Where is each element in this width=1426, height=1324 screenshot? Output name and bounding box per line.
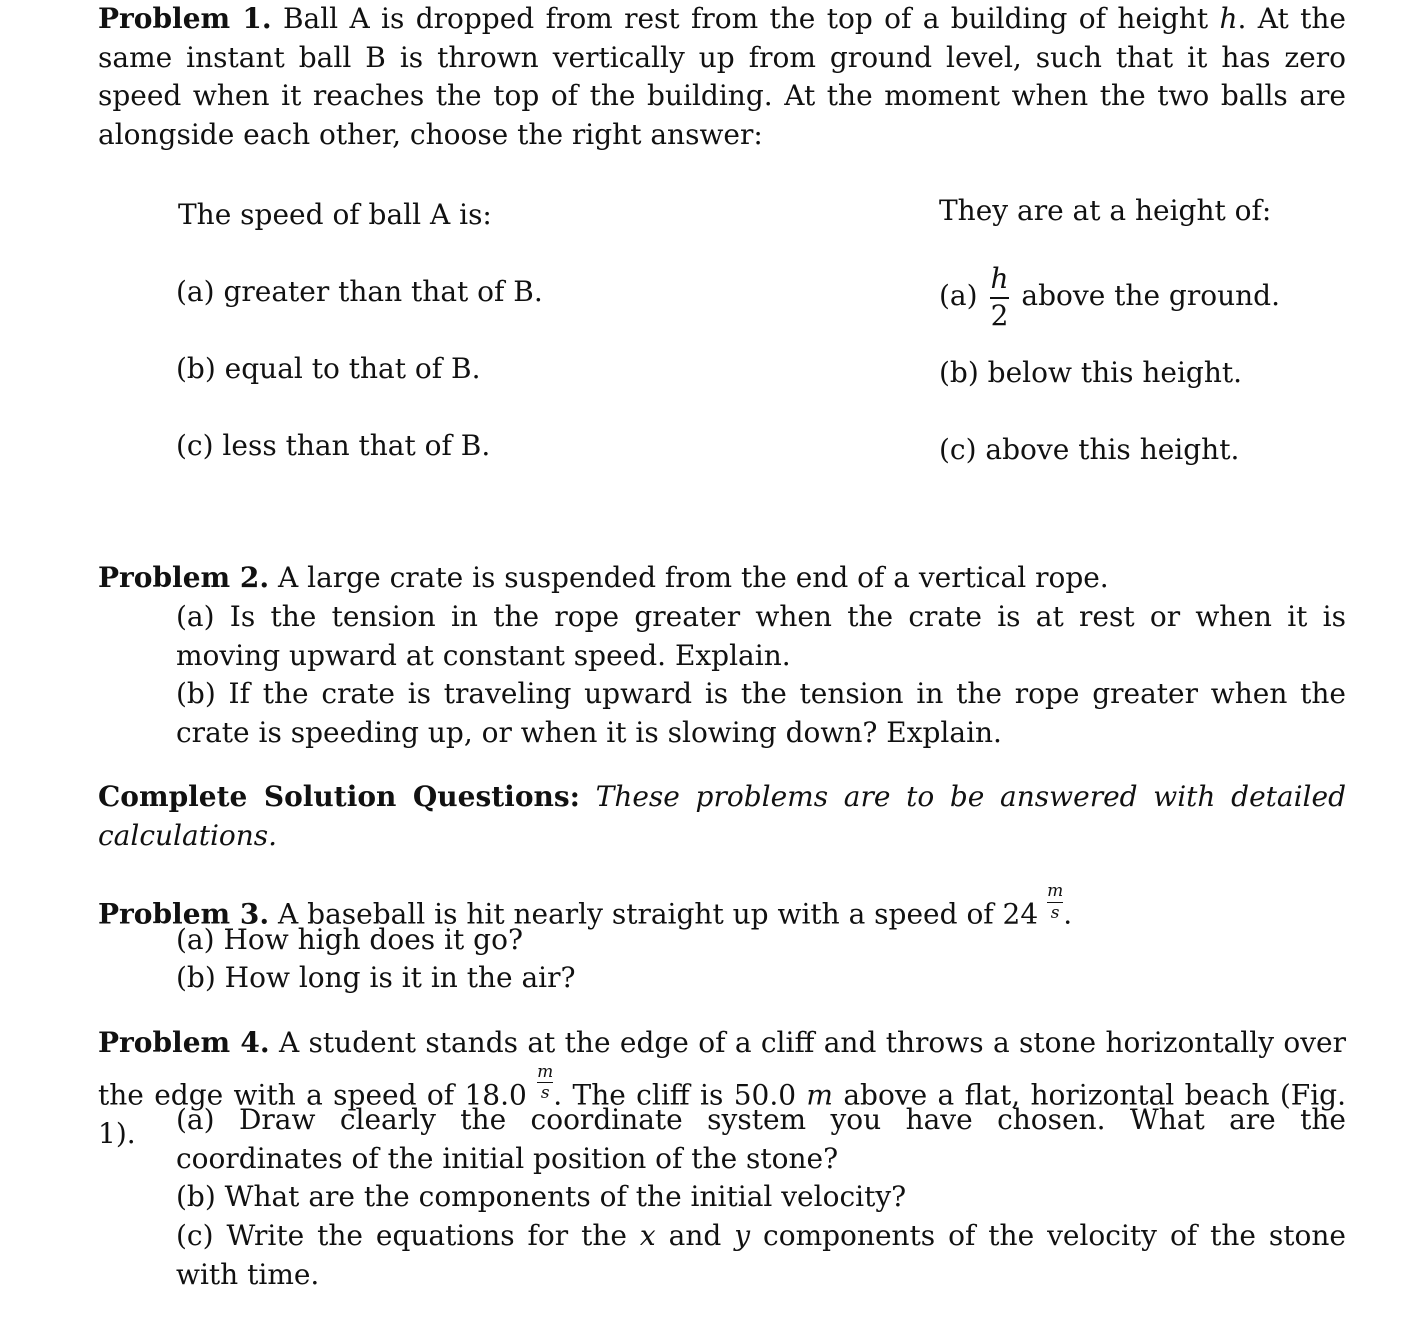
meters-per-second-unit xyxy=(1047,882,1063,922)
problem-4-part-a: (a) Draw clearly the coordinate system you have chosen. What are the coordinates of the initial position of the stone? xyxy=(176,1103,1346,1175)
unit-denominator-2: s xyxy=(540,1083,550,1104)
part-c-text-1: (c) Write the equations for the xyxy=(176,1219,627,1252)
h-over-2-fraction xyxy=(990,261,1009,332)
problem-1-text-2: . At the same instant ball B is thrown vertically up from ground level, such that it has zero speed when it reaches the top of the building. At the moment when the two balls are alongside each other, choose the right answer: xyxy=(98,2,1346,151)
problem-2-statement xyxy=(98,559,1346,598)
problem-3-part-a: (a) How high does it go? xyxy=(176,923,523,956)
problem-2-part-b: (b) If the crate is traveling upward is the tension in the rope greater when the crate is speeding up, or when it is slowing down? Explain. xyxy=(176,677,1346,749)
problem-3-text: A baseball is hit nearly straight up with a speed of 24 xyxy=(278,897,1039,931)
height-option-a-text: above the ground. xyxy=(1021,279,1280,312)
unit-numerator: m xyxy=(1047,881,1064,901)
speed-option-a: (a) greater than that of B. xyxy=(176,275,543,308)
problem-1-var-h: h xyxy=(1219,2,1238,35)
problem-4-part-b: (b) What are the components of the initial velocity? xyxy=(176,1180,907,1213)
problem-2-part-a: (a) Is the tension in the rope greater when the crate is at rest or when it is moving upward at constant speed. Explain. xyxy=(176,600,1346,672)
height-option-a xyxy=(939,258,1280,334)
height-question: They are at a height of: xyxy=(939,194,1272,227)
complete-solution-heading: Complete Solution Questions: xyxy=(98,780,580,813)
problem-1-heading: Problem 1. xyxy=(98,2,272,35)
fraction-numerator: h xyxy=(990,261,1009,295)
part-c-text-3: components of the velocity of the stone with time. xyxy=(176,1219,1346,1291)
speed-option-b: (b) equal to that of B. xyxy=(176,352,481,385)
problem-3-heading: Problem 3. xyxy=(98,897,270,931)
complete-solution-text: These problems are to be answered with detailed calculations. xyxy=(98,780,1346,852)
problem-3-part-b: (b) How long is it in the air? xyxy=(176,961,576,994)
speed-option-c: (c) less than that of B. xyxy=(176,429,491,462)
unit-numerator-2: m xyxy=(537,1061,554,1082)
part-c-text-2: and xyxy=(668,1219,722,1252)
problem-3-period: . xyxy=(1063,897,1073,931)
problem-1-text: Ball A is dropped from rest from the top of a building of height xyxy=(282,2,1220,35)
fraction-denominator: 2 xyxy=(990,298,1009,332)
var-x: x xyxy=(639,1219,656,1252)
problem-2-heading: Problem 2. xyxy=(98,561,270,594)
problem-4-text-2: . The cliff is 50.0 xyxy=(553,1078,797,1112)
meters-per-second-unit-2 xyxy=(537,1063,553,1103)
problem-4-text-3: above a flat, horizontal beach (Fig. 1). xyxy=(98,1078,1347,1150)
complete-solution-statement xyxy=(98,778,1346,855)
unit-denominator: s xyxy=(1050,902,1060,923)
problem-2-text: A large crate is suspended from the end of a vertical rope. xyxy=(278,561,1109,594)
problem-4-text-1: A student stands at the edge of a cliff and throws a stone horizontally over the edge with a speed of 18.0 xyxy=(98,1026,1347,1112)
var-y: y xyxy=(734,1219,751,1252)
height-option-c: (c) above this height. xyxy=(939,433,1240,466)
meter-unit: m xyxy=(806,1078,833,1112)
speed-question: The speed of ball A is: xyxy=(178,198,492,231)
problem-1-statement xyxy=(98,0,1346,154)
height-option-b: (b) below this height. xyxy=(939,356,1243,389)
problem-4-part-c xyxy=(176,1217,1346,1294)
problem-4-heading: Problem 4. xyxy=(98,1026,270,1059)
height-option-a-label: (a) xyxy=(939,279,978,312)
